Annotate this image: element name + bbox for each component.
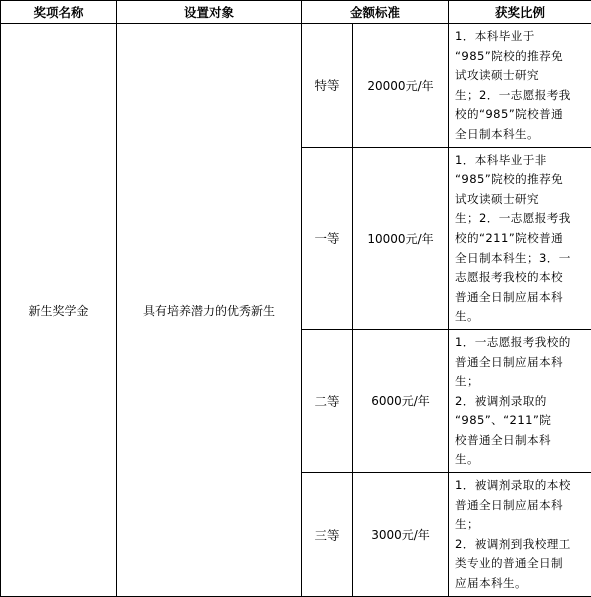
tier-level: 二等 [302,329,353,472]
header-ratio: 获奖比例 [449,1,591,24]
tier-ratio [449,147,591,329]
ratio-line: 1．本科毕业于 [455,27,587,47]
ratio-line: 试攻读硕士研究 [455,66,587,86]
ratio-line: 试攻读硕士研究 [455,190,587,210]
ratio-line: 校的“211”院校普通 [455,229,587,249]
ratio-line: 生。 [455,307,587,327]
ratio-line: 校普通全日制本科 [455,431,587,451]
ratio-line: “985”院校的推荐免 [455,47,587,67]
header-amount: 金额标准 [302,1,449,24]
ratio-line: 普通全日制应届本科 [455,353,587,373]
header-award-name: 奖项名称 [1,1,117,24]
tier-amount: 6000元/年 [353,329,449,472]
ratio-line: “985”院校的推荐免 [455,170,587,190]
ratio-line: 全日制本科生；3．一 [455,249,587,269]
ratio-line: 2．被调剂到我校理工 [455,535,587,555]
ratio-line: 1．一志愿报考我校的 [455,333,587,353]
table-body [1,24,591,597]
tier-level: 三等 [302,473,353,597]
ratio-line: 校的“985”院校普通 [455,105,587,125]
ratio-line: 生； [455,372,587,392]
ratio-line: 全日制本科生。 [455,125,587,145]
tier-level: 一等 [302,147,353,329]
ratio-line: 生。 [455,450,587,470]
ratio-line: 生；2．一志愿报考我 [455,86,587,106]
ratio-line: 1．本科毕业于非 [455,151,587,171]
tier-level: 特等 [302,24,353,148]
ratio-line: 志愿报考我校的本校 [455,268,587,288]
tier-ratio [449,473,591,597]
ratio-line: 应届本科生。 [455,574,587,594]
table-row [1,24,591,148]
header-row [1,1,591,24]
tier-amount: 20000元/年 [353,24,449,148]
tier-amount: 3000元/年 [353,473,449,597]
tier-amount: 10000元/年 [353,147,449,329]
award-target-cell: 具有培养潜力的优秀新生 [117,24,302,597]
ratio-line: 生；2．一志愿报考我 [455,209,587,229]
ratio-line: 生； [455,515,587,535]
tier-ratio [449,329,591,472]
header-target: 设置对象 [117,1,302,24]
award-name-cell: 新生奖学金 [1,24,117,597]
ratio-line: 普通全日制应届本科 [455,496,587,516]
ratio-line: 普通全日制应届本科 [455,288,587,308]
tier-ratio [449,24,591,148]
ratio-line: 1．被调剂录取的本校 [455,476,587,496]
ratio-line: 类专业的普通全日制 [455,554,587,574]
ratio-line: “985”、“211”院 [455,411,587,431]
ratio-line: 2．被调剂录取的 [455,392,587,412]
